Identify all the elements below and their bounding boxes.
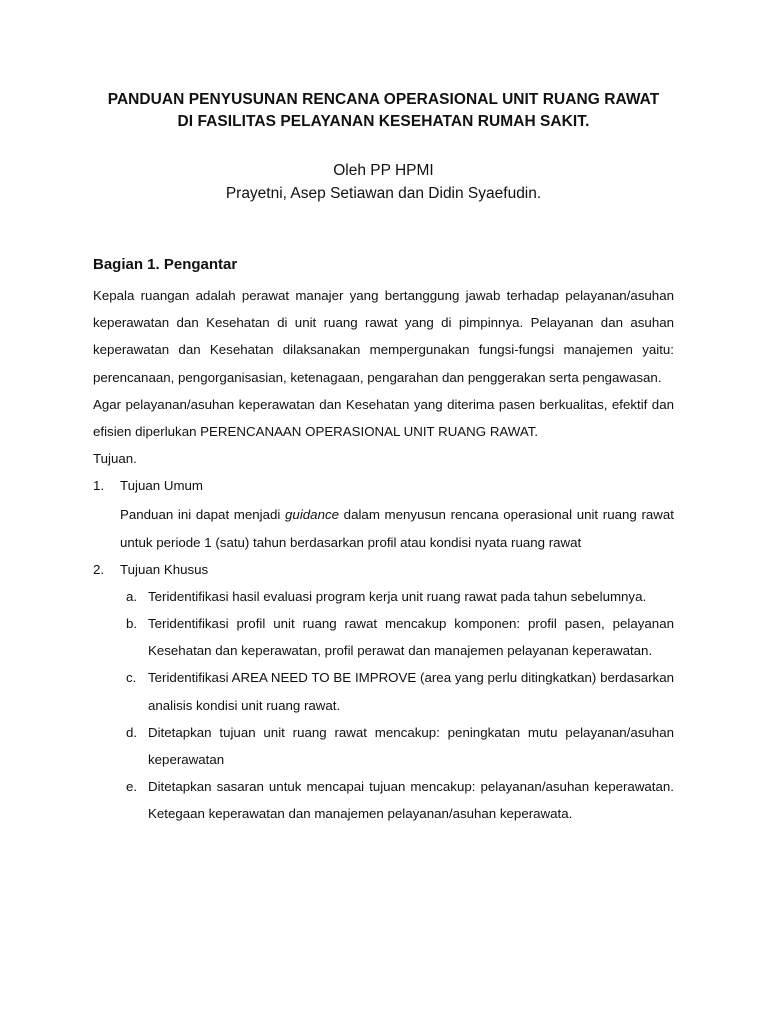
sub-item-letter: c.	[126, 670, 137, 686]
item-1-body	[93, 501, 674, 555]
numbered-item-2	[93, 559, 674, 580]
sub-item-text: Teridentifikasi hasil evaluasi program kerja unit ruang rawat pada tahun sebelumnya.	[148, 588, 647, 604]
sub-item-text: Teridentifikasi profil unit ruang rawat mencakup komponen: profil pasen, pelayanan Kesehatan dan keperawatan, profil perawat dan manajemen pelayanan keperawatan.	[148, 616, 674, 659]
sub-item-text: Ditetapkan sasaran untuk mencapai tujuan mencakup: pelayanan/asuhan keperawatan. Ketegaan keperawatan dan manajemen pelayanan/asuhan keperawata.	[148, 779, 674, 822]
sub-item-letter: d.	[126, 724, 138, 740]
item-1-number: 1.	[93, 478, 105, 494]
item-1-body-emphasis: guidance	[285, 507, 340, 523]
intro-paragraph-2: Agar pelayanan/asuhan keperawatan dan Kesehatan yang diterima pasen berkualitas, efektif dan efisien diperlukan PERENCANAAN OPERASIONAL UNIT RUANG RAWAT.	[93, 396, 674, 440]
sub-item-d	[126, 719, 674, 773]
item-1-body-before: Panduan ini dapat menjadi	[120, 507, 286, 523]
intro-paragraph-1: Kepala ruangan adalah perawat manajer yang bertanggung jawab terhadap pelayanan/asuhan keperawatan dan Kesehatan di unit ruang rawat yang di pimpinnya. Pelayanan dan asuhan keperawatan dan Kesehatan dilaksanakan mempergunakan fungsi-fungsi manajemen yaitu: perencanaan, pengorganisasian, ketenagaan, pengarahan dan penggerakan serta pengawasan.	[93, 288, 674, 385]
sub-list	[93, 583, 674, 828]
item-2-number: 2.	[93, 561, 105, 577]
title-line-2: DI FASILITAS PELAYANAN KESEHATAN RUMAH SAKIT.	[177, 113, 590, 130]
numbered-item-1	[93, 475, 674, 496]
sub-item-letter: e.	[126, 779, 138, 795]
author-names: Prayetni, Asep Setiawan dan Didin Syaefudin.	[225, 185, 542, 202]
document-title	[93, 0, 674, 133]
author-organization: Oleh PP HPMI	[333, 162, 434, 179]
item-1-body-after: dalam menyusun rencana operasional unit ruang rawat untuk periode 1 (satu) tahun berdasarkan profil atau kondisi nyata ruang rawat	[120, 507, 674, 550]
tujuan-label: Tujuan.	[93, 451, 137, 467]
sub-item-letter: b.	[126, 616, 138, 632]
author-block	[93, 159, 674, 205]
section-heading: Bagian 1. Pengantar	[93, 256, 238, 273]
title-line-1: PANDUAN PENYUSUNAN RENCANA OPERASIONAL UNIT RUANG RAWAT	[107, 91, 660, 108]
item-1-title: Tujuan Umum	[120, 478, 204, 494]
sub-item-text: Ditetapkan tujuan unit ruang rawat mencakup: peningkatan mutu pelayanan/asuhan keperawatan	[148, 724, 674, 768]
item-2-title: Tujuan Khusus	[120, 561, 209, 577]
sub-item-a	[126, 583, 674, 610]
sub-item-c	[126, 664, 674, 718]
sub-item-e	[126, 773, 674, 827]
sub-item-text: Teridentifikasi AREA NEED TO BE IMPROVE (area yang perlu ditingkatkan) berdasarkan analisis kondisi unit ruang rawat.	[148, 670, 674, 713]
sub-item-b	[126, 610, 674, 664]
sub-item-letter: a.	[126, 588, 138, 604]
